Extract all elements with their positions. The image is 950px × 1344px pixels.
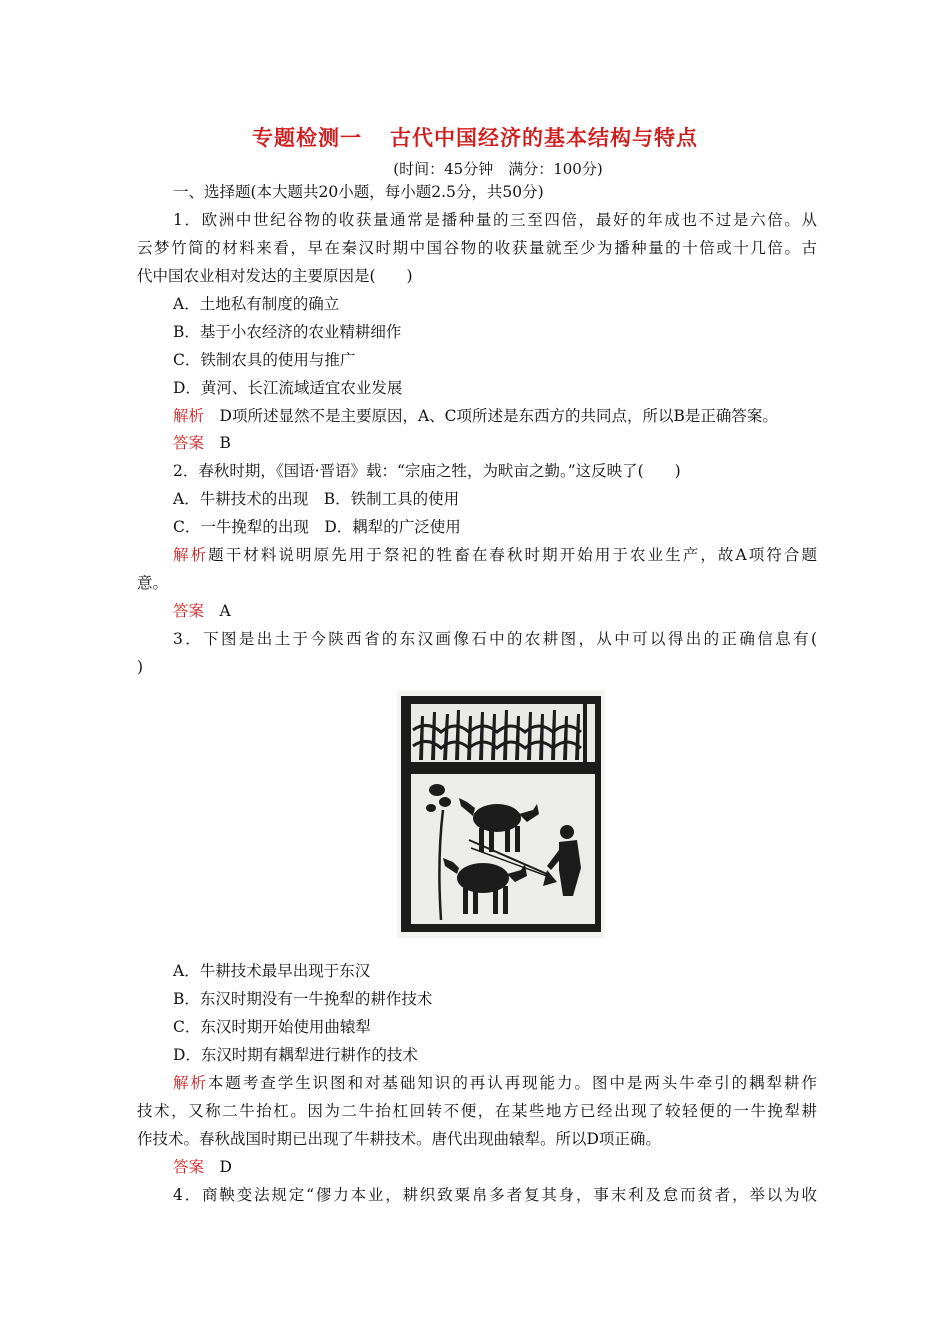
section-heading: 一、选择题(本大题共20小题，每小题2.5分，共50分) bbox=[173, 183, 544, 201]
q3-option-b: B．东汉时期没有一牛挽犁的耕作技术 bbox=[173, 990, 433, 1008]
q2-analysis-line-2: 意。 bbox=[137, 574, 169, 592]
q3-stem-line-1: 3．下图是出土于今陕西省的东汉画像石中的农耕图，从中可以得出的正确信息有( bbox=[173, 630, 817, 648]
q2-answer bbox=[173, 601, 817, 621]
q3-analysis-line-1 bbox=[173, 1073, 817, 1093]
q3-stem-line-2: ) bbox=[137, 658, 144, 676]
han-stone-relief-plowing-image bbox=[397, 690, 605, 938]
q3-option-d: D．东汉时期有耦犁进行耕作的技术 bbox=[173, 1046, 418, 1064]
q1-answer bbox=[173, 433, 817, 453]
title-part-2: 古代中国经济的基本结构与特点 bbox=[390, 126, 698, 150]
title-part-1: 专题检测一 bbox=[252, 126, 362, 150]
q1-option-d: D．黄河、长江流域适宜农业发展 bbox=[173, 379, 403, 397]
q3-option-c: C．东汉时期开始使用曲辕犁 bbox=[173, 1018, 371, 1036]
answer-label: 答案 bbox=[173, 602, 205, 620]
q3-analysis-line-3: 作技术。春秋战国时期已出现了牛耕技术。唐代出现曲辕犁。所以D项正确。 bbox=[137, 1130, 661, 1148]
q2-options-ab: A．牛耕技术的出现 B．铁制工具的使用 bbox=[173, 490, 460, 508]
q3-option-a: A．牛耕技术最早出现于东汉 bbox=[173, 962, 371, 980]
answer-label: 答案 bbox=[173, 1158, 205, 1176]
q1-answer-value: B bbox=[219, 434, 231, 452]
exam-time-score: (时间：45分钟 满分：100分) bbox=[393, 160, 603, 178]
q1-option-b: B．基于小农经济的农业精耕细作 bbox=[173, 323, 402, 341]
analysis-label: 解析 bbox=[173, 1074, 208, 1092]
q3-analysis-line-2: 技术，又称二牛抬杠。因为二牛抬杠回转不便，在某些地方已经出现了较轻便的一牛挽犁耕 bbox=[137, 1102, 817, 1120]
q2-answer-value: A bbox=[219, 602, 231, 620]
q1-analysis bbox=[173, 406, 817, 426]
q2-stem: 2．春秋时期，《国语·晋语》载：“宗庙之牲，为畎亩之勤。”这反映了( ) bbox=[173, 462, 681, 480]
q2-analysis-line-1 bbox=[173, 545, 817, 565]
q2-options-cd: C．一牛挽犁的出现 D．耦犁的广泛使用 bbox=[173, 518, 461, 536]
q1-analysis-text: D项所述显然不是主要原因，A、C项所述是东西方的共同点，所以B是正确答案。 bbox=[219, 407, 778, 425]
analysis-label: 解析 bbox=[173, 407, 205, 425]
q1-stem-line-3: 代中国农业相对发达的主要原因是( ) bbox=[137, 267, 413, 285]
answer-label: 答案 bbox=[173, 434, 205, 452]
document-title bbox=[0, 122, 950, 152]
q4-stem-line-1: 4．商鞅变法规定“僇力本业，耕织致粟帛多者复其身，事末利及怠而贫者，举以为收 bbox=[173, 1186, 817, 1204]
q2-analysis-text-1: 题干材料说明原先用于祭祀的牲畜在春秋时期开始用于农业生产，故A项符合题 bbox=[208, 546, 817, 564]
q3-answer bbox=[173, 1157, 817, 1177]
q1-stem-line-2: 云梦竹简的材料来看，早在秦汉时期中国谷物的收获量就至少为播种量的十倍或十几倍。古 bbox=[137, 239, 817, 257]
q1-option-a: A．土地私有制度的确立 bbox=[173, 295, 340, 313]
q1-stem-line-1: 1．欧洲中世纪谷物的收获量通常是播种量的三至四倍，最好的年成也不过是六倍。从 bbox=[173, 211, 817, 229]
q3-answer-value: D bbox=[219, 1158, 232, 1176]
q3-analysis-text-1: 本题考查学生识图和对基础知识的再认再现能力。图中是两头牛牵引的耦犁耕作 bbox=[207, 1074, 817, 1092]
q1-option-c: C．铁制农具的使用与推广 bbox=[173, 351, 356, 369]
analysis-label: 解析 bbox=[173, 546, 209, 564]
